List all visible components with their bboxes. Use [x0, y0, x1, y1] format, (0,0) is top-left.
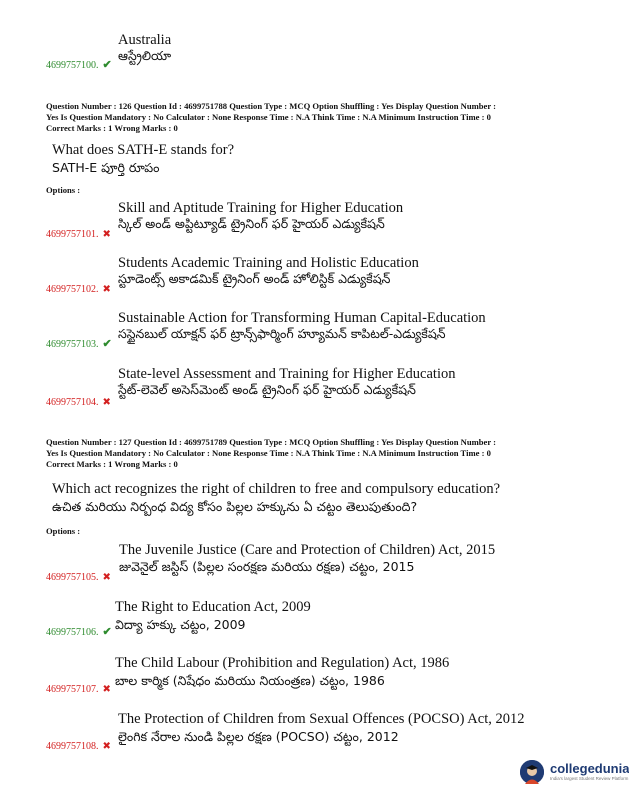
question-text-en: What does SATH-E stands for?: [52, 142, 235, 158]
question-meta: [46, 101, 496, 135]
brand-name: collegedunia: [550, 761, 629, 776]
option-id: 4699757105.: [46, 572, 99, 583]
option-id-correct: [46, 339, 112, 350]
question-meta-line: Question Number : 126 Question Id : 4699751788 Question Type : MCQ Option Shuffling : Yes Display Question Number :: [46, 101, 497, 111]
brand-text: [550, 762, 629, 782]
check-icon: ✔: [102, 626, 112, 638]
question-meta: [46, 437, 496, 471]
option-text-en: Australia: [118, 32, 172, 48]
question-meta-line: Yes Is Question Mandatory : No Calculator : None Response Time : N.A Think Time : N.A Minimum Instruction Time : 0: [46, 112, 491, 123]
question-text-en: Which act recognizes the right of children to free and compulsory education?: [52, 481, 501, 497]
option-id: 4699757101.: [46, 229, 99, 240]
brand-watermark: [520, 760, 629, 784]
question-meta-line: Question Number : 127 Question Id : 4699751789 Question Type : MCQ Option Shuffling : Yes Display Question Number :: [46, 437, 497, 447]
option-id: 4699757108.: [46, 741, 99, 752]
option-id: 4699757102.: [46, 284, 99, 295]
brand-tagline: India's largest Student Review Platform: [550, 776, 629, 781]
graduate-avatar-icon: [520, 760, 544, 784]
option-text-en: The Child Labour (Prohibition and Regulation) Act, 1986: [115, 655, 450, 671]
check-icon: ✔: [102, 59, 112, 71]
option-id-wrong: [46, 229, 111, 240]
option-id-wrong: [46, 572, 111, 583]
option-text-en: The Right to Education Act, 2009: [115, 599, 311, 615]
question-text-te: ఉచిత మరియు నిర్బంధ విద్య కోసం పిల్లల హక్కును ఏ చట్టం తెలుపుతుంది?: [52, 499, 418, 514]
option-id: 4699757107.: [46, 684, 99, 695]
option-text-te: లైంగిక నేరాల నుండి పిల్లల రక్షణ (POCSO) చట్టం, 2012: [118, 729, 399, 744]
option-text-te: జువెనైల్ జస్టిస్ (పిల్లల సంరక్షణ మరియు రక్షణ) చట్టం, 2015: [119, 559, 415, 574]
cross-icon: ✖: [102, 683, 111, 695]
option-id-correct: [46, 627, 112, 638]
question-text-te: SATH-E పూర్తి రూపం: [52, 160, 160, 175]
option-text-en: Sustainable Action for Transforming Human Capital-Education: [118, 310, 486, 326]
option-id: 4699757104.: [46, 397, 99, 408]
option-id: 4699757100.: [46, 60, 99, 71]
option-text-en: The Protection of Children from Sexual Offences (POCSO) Act, 2012: [118, 711, 525, 727]
question-meta-line: Correct Marks : 1 Wrong Marks : 0: [46, 123, 178, 134]
cross-icon: ✖: [102, 740, 111, 752]
options-label: Options :: [46, 526, 81, 536]
option-id-wrong: [46, 684, 111, 695]
option-text-te: స్కిల్ అండ్ అప్టిట్యూడ్ ట్రైనింగ్ ఫర్ హైయర్ ఎడ్యుకేషన్: [118, 216, 385, 231]
question-meta-line: Yes Is Question Mandatory : No Calculator : None Response Time : N.A Think Time : N.A Minimum Instruction Time : 0: [46, 448, 491, 459]
question-meta-line: Correct Marks : 1 Wrong Marks : 0: [46, 459, 178, 470]
option-text-te: ఆస్ట్రేలియా: [118, 48, 172, 63]
option-text-te: స్టేట్-లెవెల్ అసెస్‌మెంట్ అండ్ ట్రైనింగ్ ఫర్ హైయర్ ఎడ్యుకేషన్: [118, 382, 416, 397]
option-text-te: స్టూడెంట్స్ అకాడమిక్ ట్రైనింగ్ అండ్ హోలిస్టిక్ ఎడ్యుకేషన్: [118, 271, 391, 286]
cross-icon: ✖: [102, 228, 111, 240]
option-id-wrong: [46, 397, 111, 408]
option-id: 4699757103.: [46, 339, 99, 350]
options-label: Options :: [46, 185, 81, 195]
option-id-wrong: [46, 741, 111, 752]
cross-icon: ✖: [102, 396, 111, 408]
cross-icon: ✖: [102, 283, 111, 295]
option-text-en: State-level Assessment and Training for Higher Education: [118, 366, 456, 382]
option-id-wrong: [46, 284, 111, 295]
option-text-te: సస్టైనబుల్ యాక్షన్ ఫర్ ట్రాన్స్‌ఫార్మింగ్ హ్యూమన్ కాపిటల్-ఎడ్యుకేషన్: [118, 326, 446, 341]
option-text-en: Students Academic Training and Holistic Education: [118, 255, 419, 271]
option-text-en: Skill and Aptitude Training for Higher Education: [118, 200, 404, 216]
option-id-correct: [46, 60, 112, 71]
option-text-te: విద్యా హక్కు చట్టం, 2009: [115, 617, 246, 632]
cross-icon: ✖: [102, 571, 111, 583]
check-icon: ✔: [102, 338, 112, 350]
option-text-te: బాల కార్మిక (నిషేధం మరియు నియంత్రణ) చట్టం, 1986: [115, 673, 385, 688]
option-id: 4699757106.: [46, 627, 99, 638]
option-text-en: The Juvenile Justice (Care and Protection of Children) Act, 2015: [119, 542, 496, 558]
